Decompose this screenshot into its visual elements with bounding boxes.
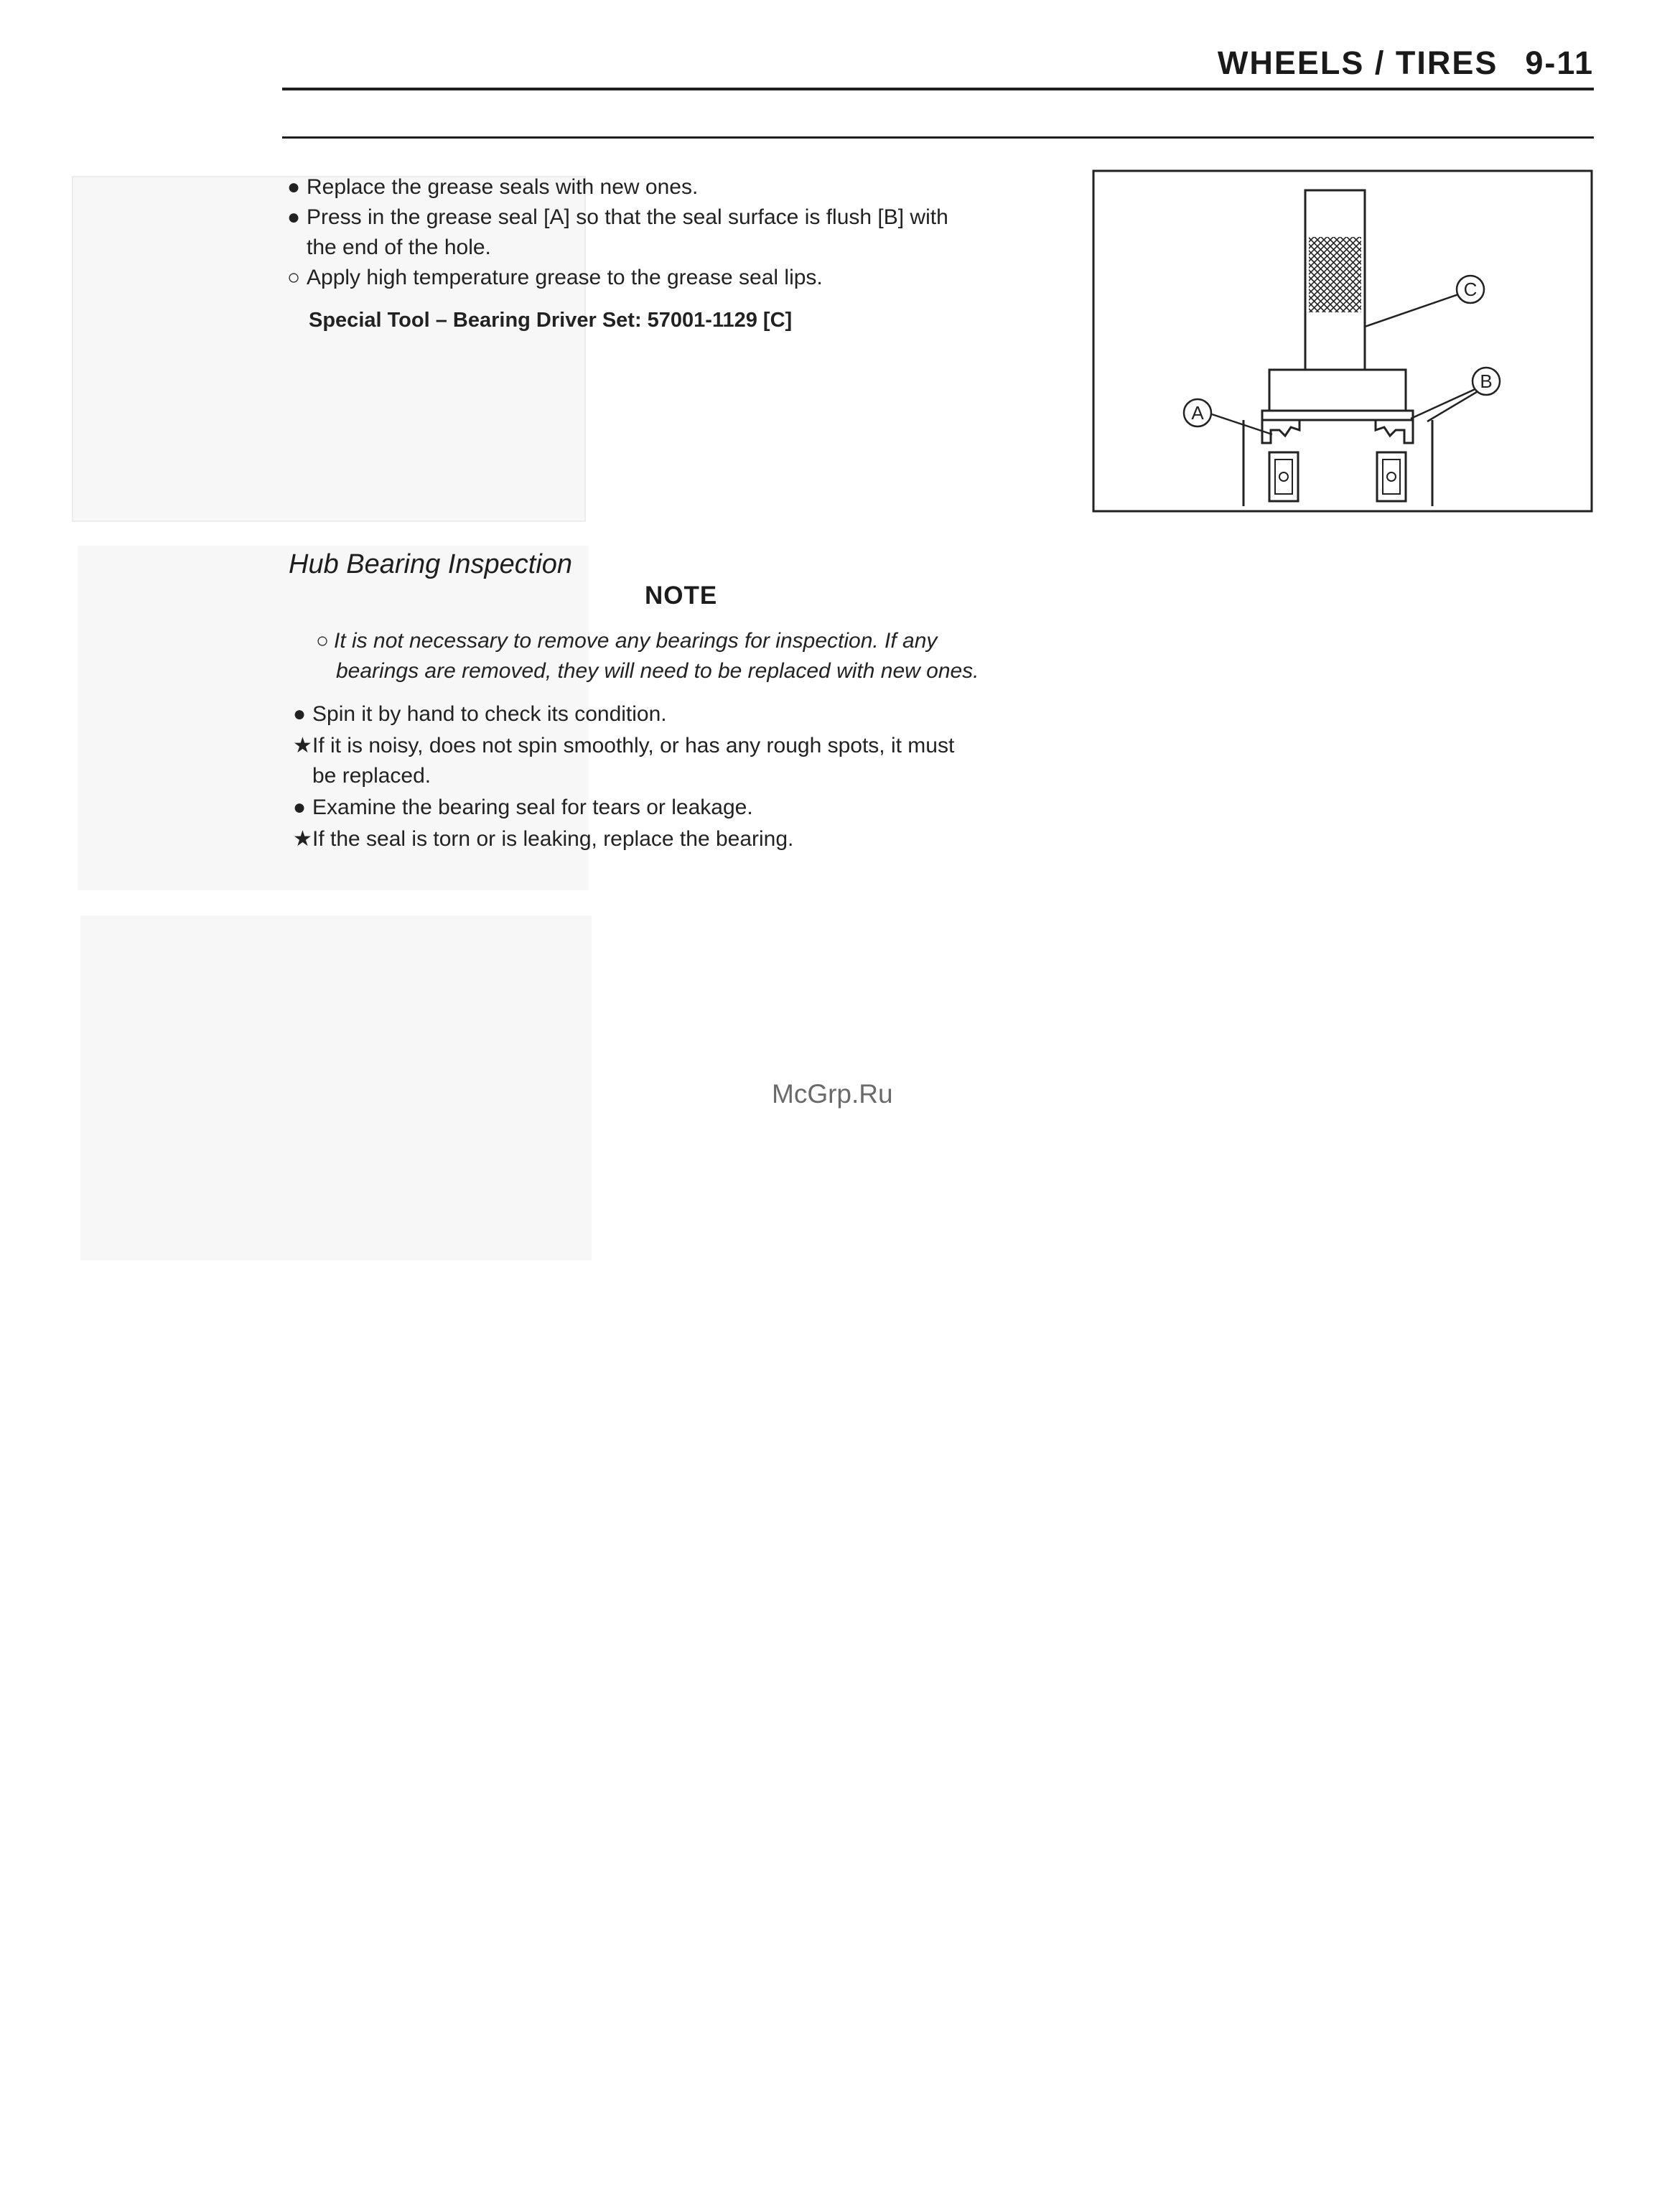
watermark: McGrp.Ru [772,1079,893,1109]
header-rule-top [282,88,1594,90]
bullet-marker: ● [287,205,301,229]
bearing-left-inner [1275,460,1292,494]
note-heading: NOTE [645,582,718,610]
header-section: WHEELS / TIRES [1217,45,1498,81]
bullet-marker: ● [293,796,307,819]
driver-head [1269,370,1406,411]
inspection-step-3: ● Examine the bearing seal for tears or leakage. [293,793,753,823]
bearing-right-inner [1383,460,1400,494]
header-page-number: 9-11 [1525,45,1594,81]
seal-step-1: ● Replace the grease seals with new ones. [287,172,698,202]
star-marker: ★ [293,734,312,757]
bullet-marker: ● [287,175,301,199]
page-header [1218,45,1594,82]
ghost-photo-lower-left [80,915,592,1260]
section-title-hub-bearing: Hub Bearing Inspection [289,549,573,579]
header-rule-bottom [282,136,1594,139]
driver-collar [1262,411,1413,420]
note-body: ○ It is not necessary to remove any bearings for inspection. If any bearings are removed, they will need to be replaced with new ones. [316,626,979,686]
callout-c-label: C [1463,279,1478,300]
special-tool-line: Special Tool – Bearing Driver Set: 57001-1129 [C] [309,309,793,332]
driver-grip-hatch [1309,237,1361,312]
open-bullet-marker: ○ [287,266,301,289]
open-bullet-marker: ○ [316,629,330,653]
star-marker: ★ [293,827,312,851]
seal-step-3: ○ Apply high temperature grease to the grease seal lips. [287,263,823,293]
bullet-marker: ● [293,702,307,726]
callout-a-label: A [1191,402,1204,424]
inspection-step-4: ★If the seal is torn or is leaking, replace the bearing. [293,824,793,854]
bearing-driver-diagram [1091,169,1594,513]
inspection-step-2: ★If it is noisy, does not spin smoothly, or has any rough spots, it must be replaced. [293,731,954,791]
inspection-step-1: ● Spin it by hand to check its condition. [293,699,667,729]
callout-b-label: B [1480,370,1493,392]
seal-step-2: ● Press in the grease seal [A] so that the seal surface is flush [B] with the end of the hole. [287,202,948,263]
